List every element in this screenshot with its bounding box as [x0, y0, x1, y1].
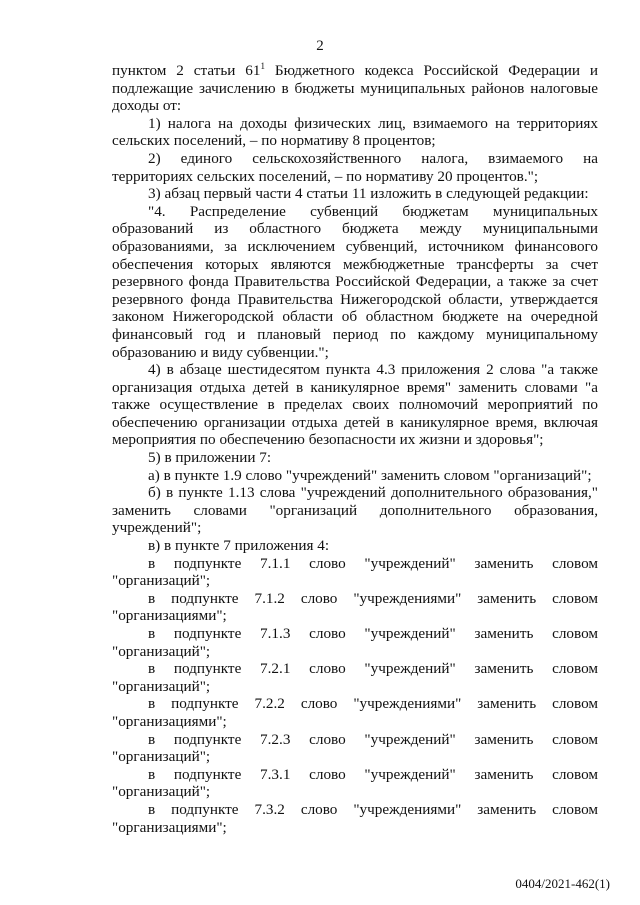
subitem [112, 590, 598, 625]
subitem [112, 766, 598, 801]
item-5b: б) в пункте 1.13 слова "учреждений дополнительного образования," заменить словами "организаций дополнительного образования, учреждений"; [112, 484, 598, 537]
subitem [112, 801, 598, 836]
item-5v: в) в пункте 7 приложения 4: [148, 537, 330, 555]
subitem-line: в подпункте 7.3.2 слово "учреждениями" заменить словом [148, 800, 598, 818]
item-1: 1) налога на доходы физических лиц, взимаемого на территориях сельских поселений, – по нормативу 8 процентов; [112, 114, 598, 150]
subitem-line: в подпункте 7.1.2 слово "учреждениями" заменить словом [148, 589, 598, 607]
subitem-continuation: "организаций"; [112, 642, 211, 660]
subitem-line: в подпункте 7.2.1 слово "учреждений" заменить словом [148, 660, 598, 678]
subitem-continuation: "организаций"; [112, 748, 211, 766]
subitem-continuation: "организаций"; [112, 783, 211, 801]
paragraph-intro: подлежащие зачислению в бюджеты муниципальных районов налоговые доходы от: [112, 79, 598, 115]
subitem [112, 660, 598, 695]
subitem-continuation: "организациями"; [112, 712, 227, 730]
subitem-line: в подпункте 7.2.3 слово "учреждений" заменить словом [148, 730, 598, 748]
intro-text-cont: Бюджетного кодекса Российской Федерации и [265, 62, 598, 79]
subitem-continuation: "организаций"; [112, 677, 211, 695]
item-4: 4) в абзаце шестидесятом пункта 4.3 приложения 2 слова "а также организация отдыха детей в каникулярное время" заменить словами "а также осуществление в пределах своих полномочий мероприятий по обеспечению организации отдыха детей в каникулярное время, включая мероприятия по обеспечению безопасности их жизни и здоровья"; [112, 361, 598, 449]
subitem [112, 695, 598, 730]
page-number: 2 [316, 38, 324, 54]
subitem-line: в подпункте 7.1.1 слово "учреждений" заменить словом [148, 554, 598, 572]
subitem-continuation: "организаций"; [112, 572, 211, 590]
subitem-line: в подпункте 7.2.2 слово "учреждениями" заменить словом [148, 695, 598, 713]
quoted-section-4: "4. Распределение субвенций бюджетам муниципальных образований из областного бюджета между муниципальными образованиями, за исключением субвенций, источником финансового обеспечения которых являются межбюджетные трансферты за счет резервного фонда Правительства Российской Федерации, а также за счет резервного фонда Правительства Нижегородской области, утверждается законом Нижегородской области об областном бюджете на очередной финансовый год и плановый период по каждому муниципальному образованию и виду субвенции."; [112, 202, 598, 361]
document-body [112, 62, 598, 836]
subitem-continuation: "организациями"; [112, 607, 227, 625]
document-code: 0404/2021-462(1) [515, 876, 610, 891]
subitem-line: в подпункте 7.3.1 слово "учреждений" заменить словом [148, 765, 598, 783]
item-5a: а) в пункте 1.9 слово "учреждений" заменить словом "организаций"; [148, 466, 592, 484]
item-2: 2) единого сельскохозяйственного налога, взимаемого на территориях сельских поселений, – по нормативу 20 процентов."; [112, 149, 598, 185]
subitem [112, 555, 598, 590]
subitem [112, 625, 598, 660]
item-3: 3) абзац первый части 4 статьи 11 изложить в следующей редакции: [148, 185, 589, 203]
subitem-line: в подпункте 7.1.3 слово "учреждений" заменить словом [148, 625, 598, 642]
article-superscript: 1 [260, 60, 265, 71]
intro-text: пунктом 2 статьи 61 [112, 62, 261, 79]
paragraph-intro-line [112, 62, 598, 80]
item-5: 5) в приложении 7: [148, 449, 272, 467]
subitem [112, 731, 598, 766]
subitem-continuation: "организациями"; [112, 818, 227, 836]
